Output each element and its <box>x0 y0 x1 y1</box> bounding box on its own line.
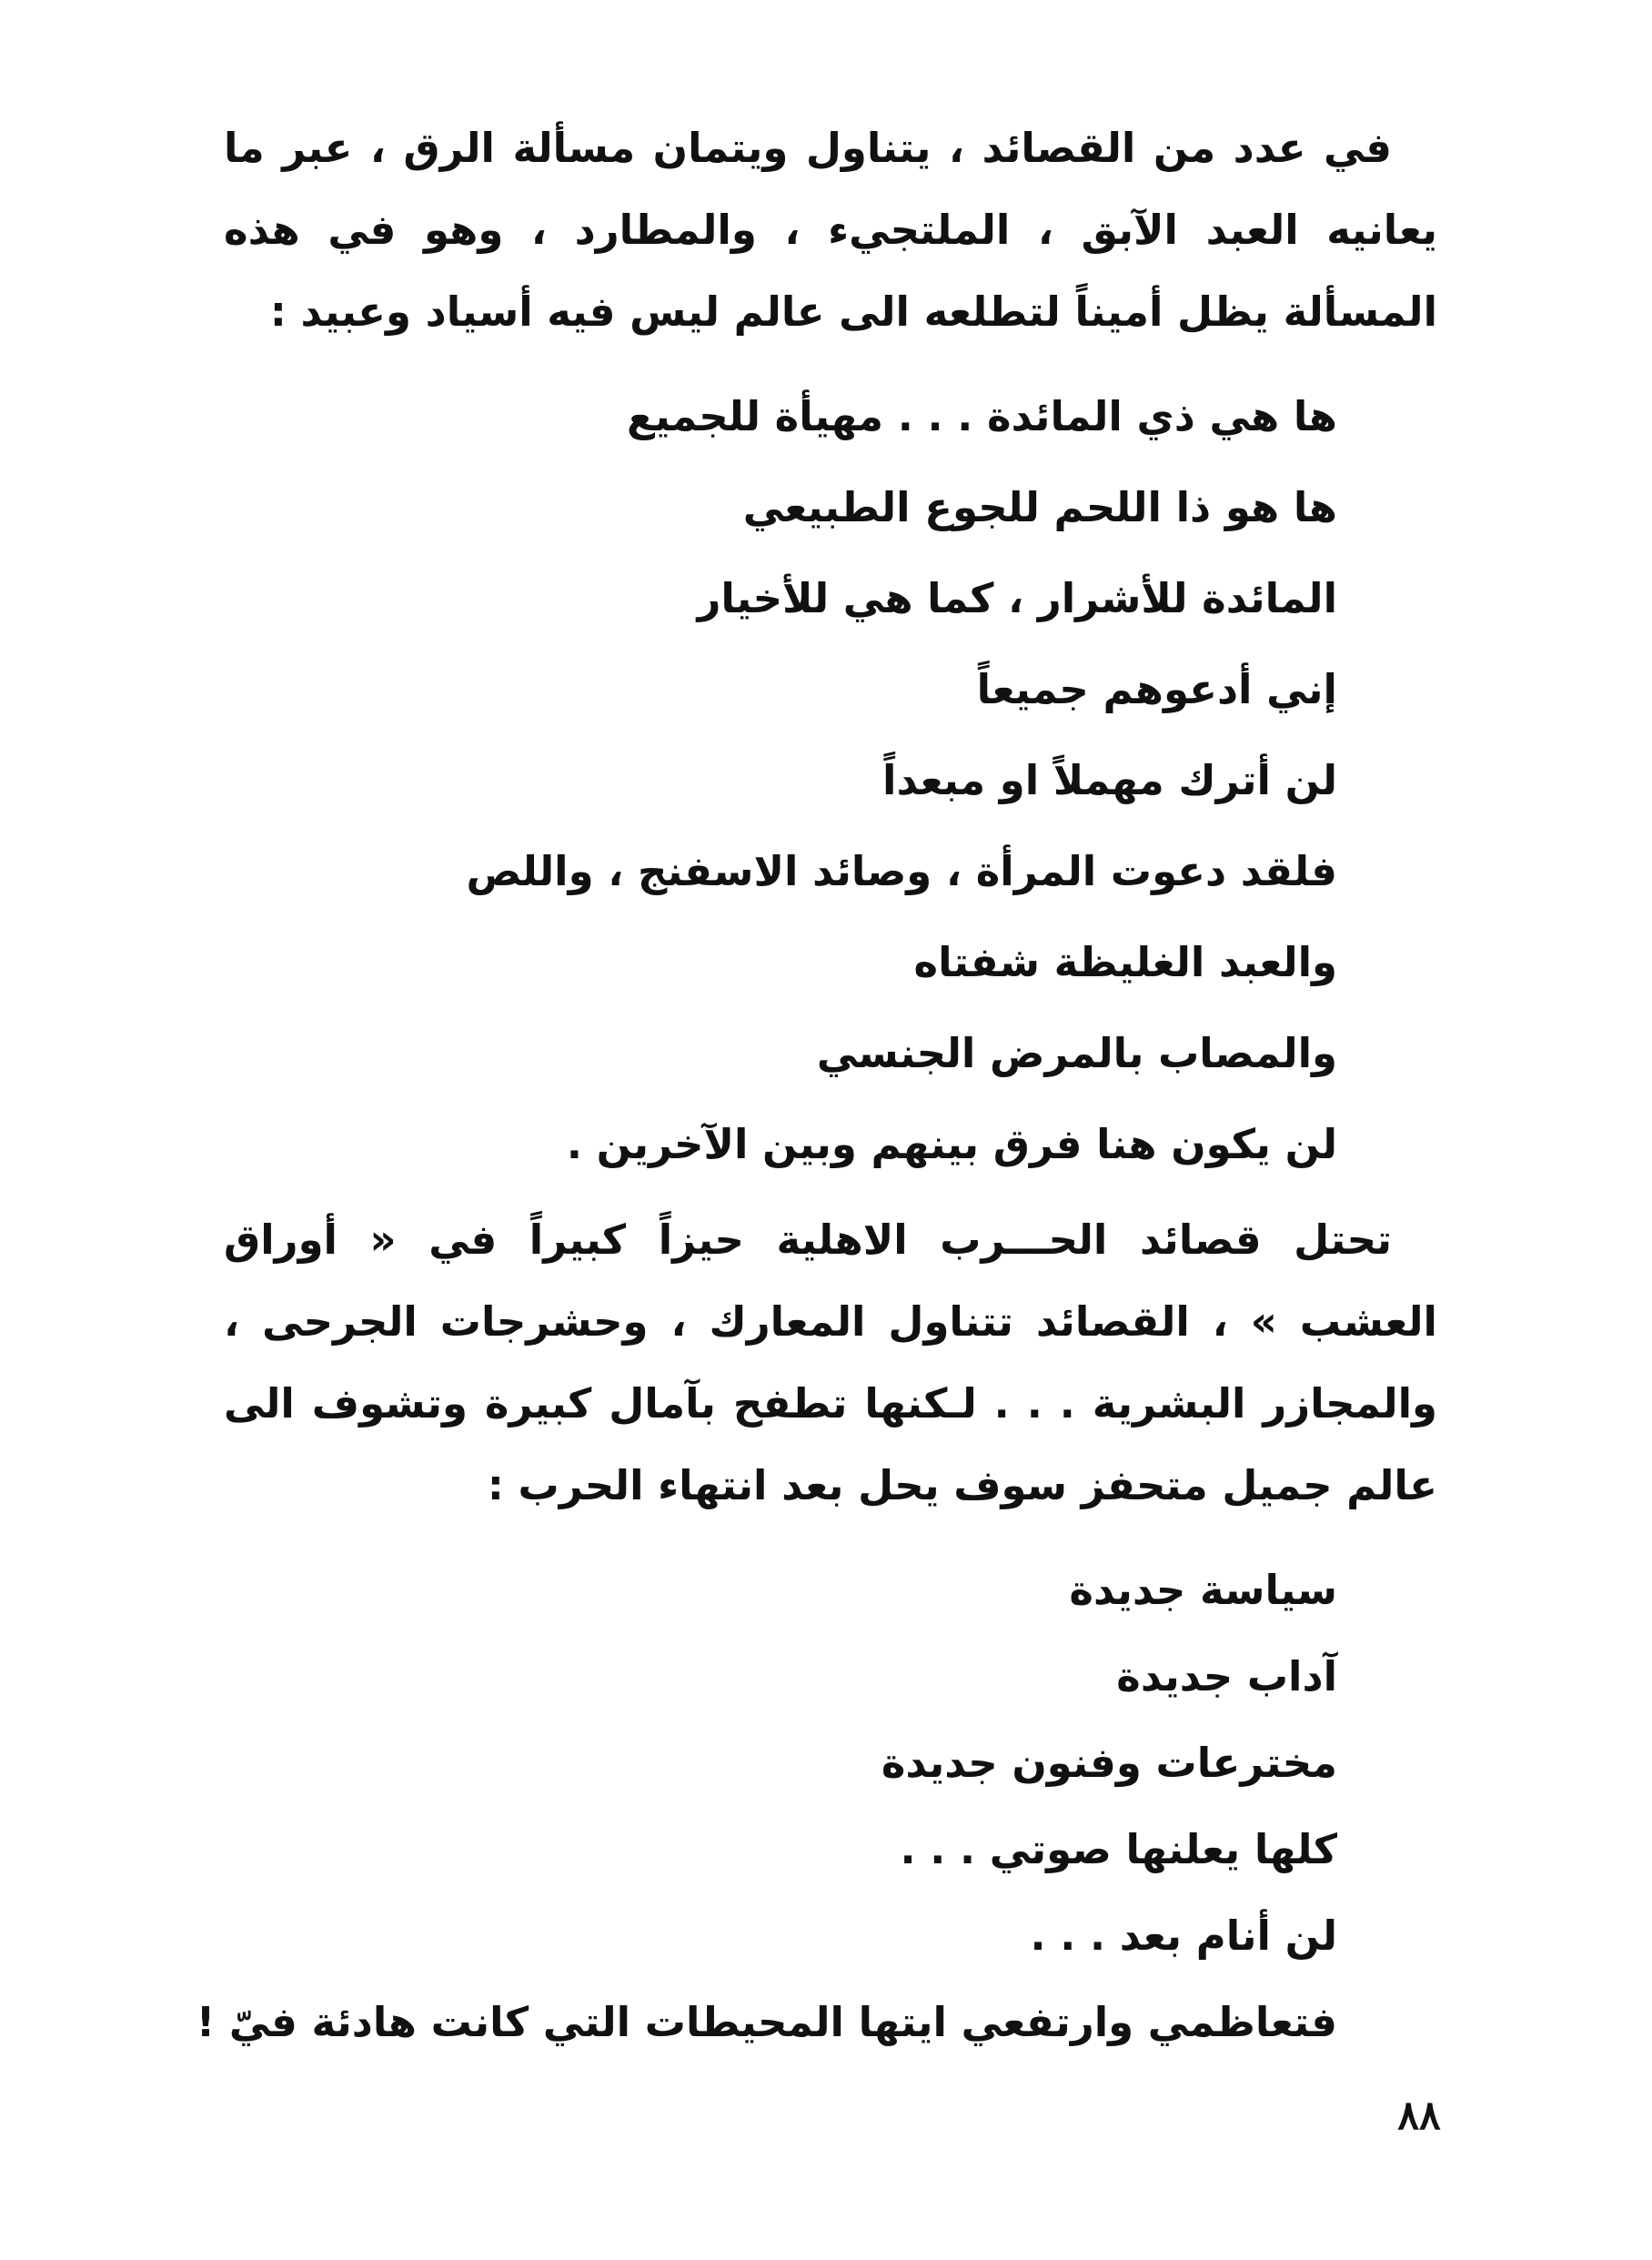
paragraph-civil-war <box>224 1199 1437 1527</box>
page-number: ٨٨ <box>1397 2093 1441 2139</box>
poem-new-world <box>196 1547 1337 2065</box>
poem-line: المائدة للأشرار ، كما هي للأخيار <box>697 574 1337 622</box>
poem-line: سياسة جديدة <box>1069 1566 1337 1614</box>
poem-line: ها هو ذا اللحم للجوع الطبيعي <box>742 483 1337 531</box>
poem-line: إني أدعوهم جميعاً <box>976 665 1337 713</box>
paragraph-slavery <box>224 107 1437 353</box>
poem-line: لن أنام بعد . . . <box>1030 1912 1337 1960</box>
poem-line: مخترعات وفنون جديدة <box>881 1739 1337 1787</box>
poem-line: آداب جديدة <box>1116 1652 1337 1700</box>
poem-line: فلقد دعوت المرأة ، وصائد الاسفنج ، واللص <box>466 847 1337 895</box>
poem-line: فتعاظمي وارتفعي ايتها المحيطات التي كانت هادئة فيّ ! <box>196 1998 1337 2046</box>
poem-table-for-all <box>337 371 1337 1190</box>
poem-line: والعبد الغليظة شفتاه <box>913 938 1337 986</box>
poem-line: لن أترك مهملاً او مبعداً <box>882 756 1337 804</box>
poem-line: والمصاب بالمرض الجنسي <box>816 1029 1337 1077</box>
poem-line: لن يكون هنا فرق بينهم وبين الآخرين . <box>566 1120 1337 1168</box>
paragraph-text: في عدد من القصائد ، يتناول ويتمان مسألة الرق ، عبر ما يعانيه العبد الآبق ، الملتجيء ، والمطارد ، وهو في هذه المسألة يظل أميناً لتطلعه الى عالم ليس فيه أسياد وعبيد : <box>224 124 1437 336</box>
paragraph-text: تحتل قصائد الحـــرب الاهلية حيزاً كبيراً في « أوراق العشب » ، القصائد تتناول المعارك ، وحشرجات الجرحى ، والمجازر البشرية . . . لـكنها تطفح بآمال كبيرة وتشوف الى عالم جميل متحفز سوف يحل بعد انتهاء الحرب : <box>224 1216 1437 1509</box>
poem-line: ها هي ذي المائدة . . . مهيأة للجميع <box>627 392 1337 440</box>
poem-line: كلها يعلنها صوتي . . . <box>900 1825 1337 1873</box>
